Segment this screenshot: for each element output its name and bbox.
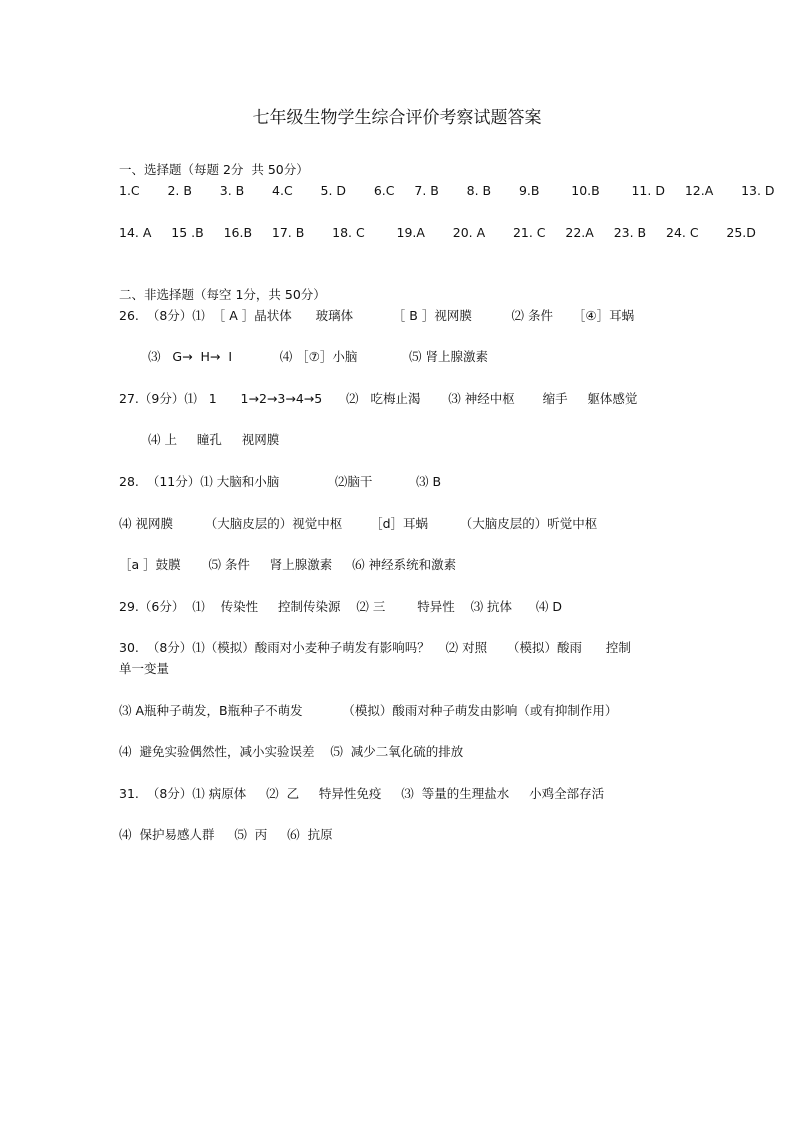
page-title: 七年级生物学生综合评价考察试题答案 — [252, 108, 542, 128]
q30-line-3: ⑶ A瓶种子萌发，B瓶种子不萌发 （模拟）酸雨对种子萌发由影响（或有抑制作用） — [119, 703, 618, 718]
q26-line-2: ⑶ G→ H→ I ⑷ ［⑦］小脑 ⑸ 肾上腺激素 — [148, 349, 489, 364]
answer-row-2: 14. A 15 .B 16.B 17. B 18. C 19.A 20. A 21. C 22.A 23. B 24. C 25.D — [119, 225, 756, 240]
q31-line-2: ⑷ 保护易感人群 ⑸ 丙 ⑹ 抗原 — [119, 827, 333, 842]
q26-line-1: 26. （8分）⑴ ［ A ］晶状体 玻璃体 ［ B ］视网膜 ⑵ 条件 ［④］耳蜗 — [119, 308, 635, 323]
q31-line-1: 31. （8分）⑴ 病原体 ⑵ 乙 特异性免疫 ⑶ 等量的生理盐水 小鸡全部存活 — [119, 786, 605, 801]
q28-line-3: ［a ］鼓膜 ⑸ 条件 肾上腺激素 ⑹ 神经系统和激素 — [119, 557, 457, 572]
q30-line-4: ⑷ 避免实验偶然性，减小实验误差 ⑸ 减少二氧化硫的排放 — [119, 744, 464, 759]
section1-heading: 一、选择题（每题 2分 共 50分） — [119, 162, 309, 177]
q30-line-1: 30. （8分）⑴（模拟）酸雨对小麦种子萌发有影响吗？ ⑵ 对照 （模拟）酸雨 控制 — [119, 640, 631, 655]
q27-line-1: 27.（9分）⑴ 1 1→2→3→4→5 ⑵ 吃梅止渴 ⑶ 神经中枢 缩手 躯体感觉 — [119, 391, 638, 406]
q27-line-2: ⑷ 上 瞳孔 视网膜 — [148, 432, 280, 447]
section2-heading: 二、非选择题（每空 1分，共 50分） — [119, 287, 326, 302]
q29-line: 29.（6分） ⑴ 传染性 控制传染源 ⑵ 三 特异性 ⑶ 抗体 ⑷ D — [119, 599, 563, 614]
q28-line-1: 28. （11分）⑴ 大脑和小脑 ⑵脑干 ⑶ B — [119, 474, 442, 489]
answer-row-1: 1.C 2. B 3. B 4.C 5. D 6.C 7. B 8. B 9.B 10.B 11. D 12.A 13. D — [119, 183, 775, 198]
q28-line-2: ⑷ 视网膜 （大脑皮层的）视觉中枢 ［d］耳蜗 （大脑皮层的）听觉中枢 — [119, 516, 598, 531]
q30-line-2: 单一变量 — [119, 661, 170, 676]
